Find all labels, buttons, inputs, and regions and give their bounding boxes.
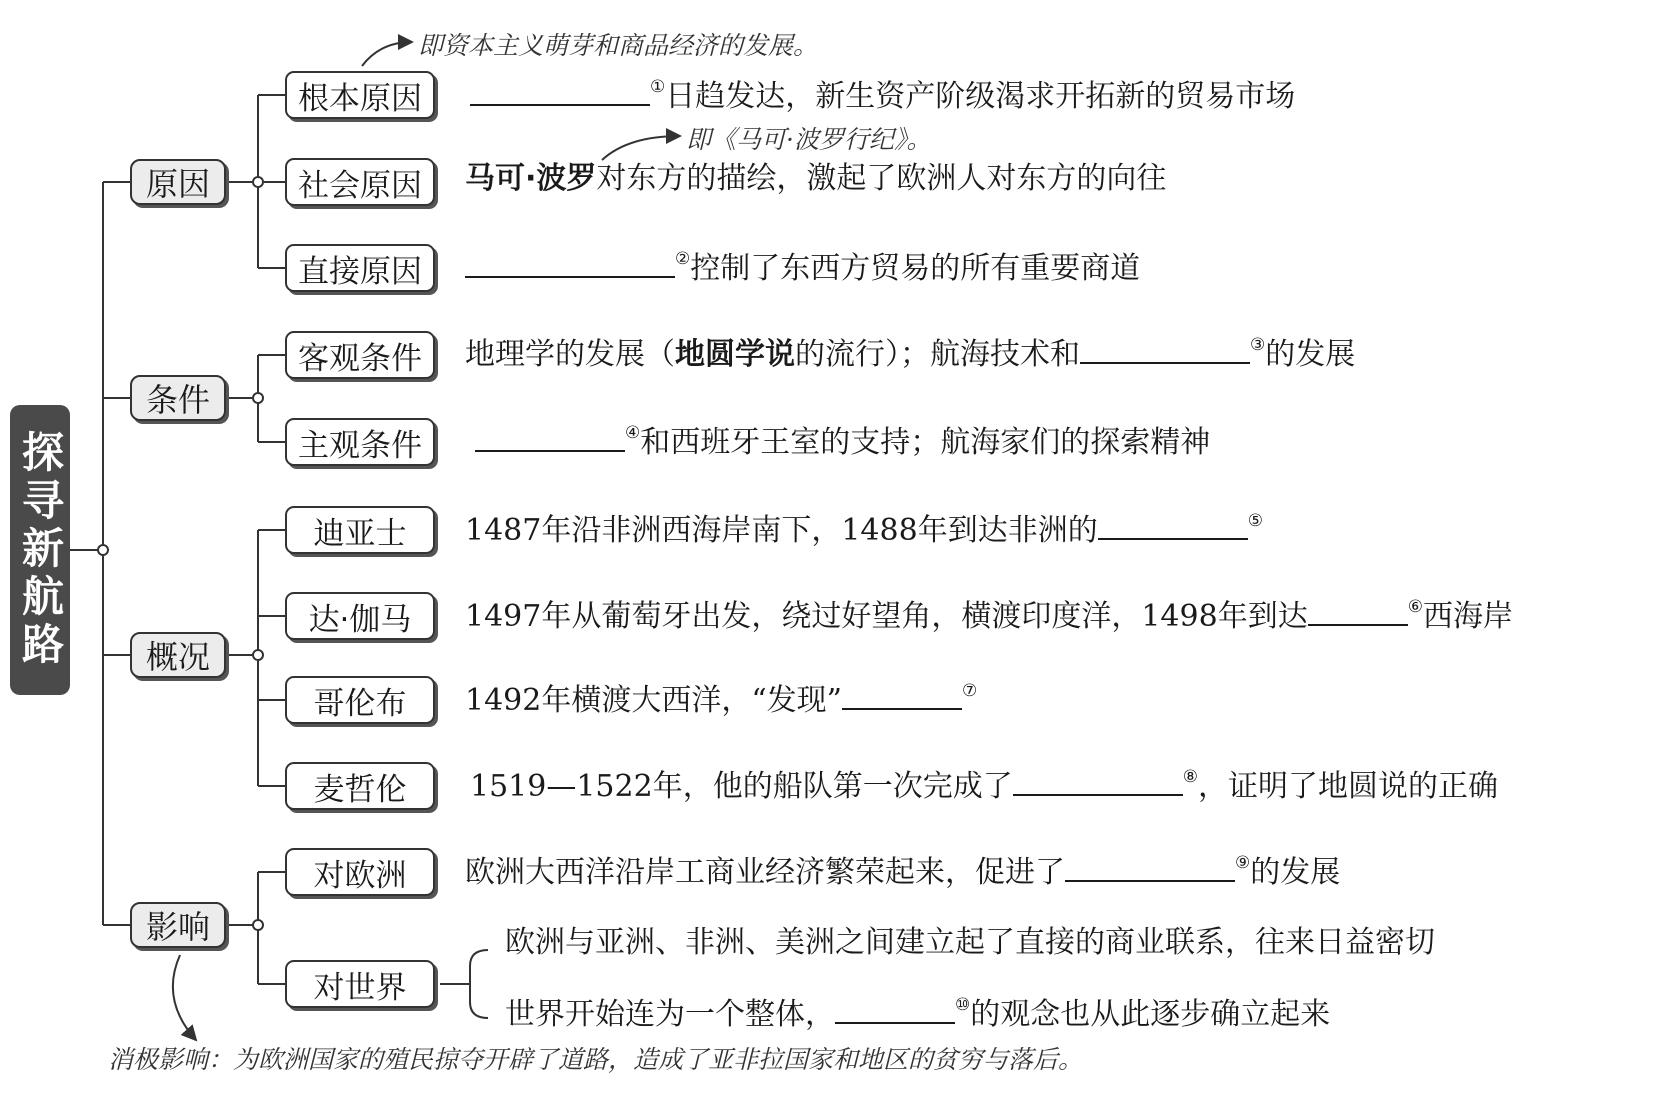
line-subjective-condition: ④和西班牙王室的支持；航海家们的探索精神	[475, 422, 1210, 459]
blank-5	[1098, 510, 1248, 540]
blank-1	[470, 76, 650, 106]
category-conditions: 条件	[130, 375, 226, 421]
sub-columbus: 哥伦布	[285, 676, 435, 724]
category-causes: 原因	[130, 159, 226, 205]
category-overview: 概况	[130, 632, 226, 678]
line-social-cause: 马可·波罗对东方的描绘，激起了欧洲人对东方的向往	[465, 161, 1167, 196]
note-negative-impact: 消极影响：为欧洲国家的殖民掠夺开辟了道路，造成了亚非拉国家和地区的贫穷与落后。	[108, 1045, 1084, 1074]
line-world-impact-2: 世界开始连为一个整体， ⑩的观念也从此逐步确立起来	[505, 995, 1331, 1032]
blank-7	[842, 680, 962, 710]
root-title-box	[10, 405, 70, 695]
blank-8	[1013, 766, 1183, 796]
blank-9	[1065, 852, 1235, 882]
sub-world-impact: 对世界	[285, 960, 435, 1008]
sub-direct-cause: 直接原因	[285, 244, 435, 292]
line-europe-impact: 欧洲大西洋沿岸工商业经济繁荣起来，促进了 ⑨的发展	[465, 853, 1341, 890]
line-objective-condition: 地理学的发展（地圆学说的流行）；航海技术和 ③的发展	[465, 335, 1356, 372]
line-world-impact-1: 欧洲与亚洲、非洲、美洲之间建立起了直接的商业联系，往来日益密切	[505, 925, 1435, 960]
line-columbus: 1492年横渡大西洋，“发现” ⑦	[465, 681, 978, 718]
sub-magellan: 麦哲伦	[285, 762, 435, 810]
note-capitalism: 即资本主义萌芽和商品经济的发展。	[418, 31, 819, 60]
sub-da-gama: 达·伽马	[285, 592, 435, 640]
line-direct-cause: ②控制了东西方贸易的所有重要商道	[465, 248, 1140, 285]
note-marco-polo-book: 即《马可·波罗行纪》。	[686, 125, 932, 154]
category-impact: 影响	[130, 902, 226, 948]
line-da-gama: 1497年从葡萄牙出发，绕过好望角，横渡印度洋，1498年到达 ⑥西海岸	[465, 597, 1513, 634]
blank-2	[465, 248, 675, 278]
sub-fundamental-cause: 根本原因	[285, 71, 435, 119]
sub-subjective-condition: 主观条件	[285, 418, 435, 466]
sub-dias: 迪亚士	[285, 506, 435, 554]
blank-10	[835, 994, 955, 1024]
line-fundamental-cause: ①日趋发达，新生资产阶级渴求开拓新的贸易市场	[470, 76, 1295, 113]
blank-6	[1308, 596, 1408, 626]
line-magellan: 1519—1522年，他的船队第一次完成了 ⑧，证明了地圆说的正确	[470, 767, 1498, 804]
blank-4	[475, 422, 625, 452]
sub-europe-impact: 对欧洲	[285, 848, 435, 896]
root-title: 探寻新航路	[16, 430, 65, 670]
sub-social-cause: 社会原因	[285, 158, 435, 206]
line-dias: 1487年沿非洲西海岸南下，1488年到达非洲的 ⑤	[465, 511, 1263, 548]
sub-objective-condition: 客观条件	[285, 331, 435, 379]
blank-3	[1080, 334, 1250, 364]
